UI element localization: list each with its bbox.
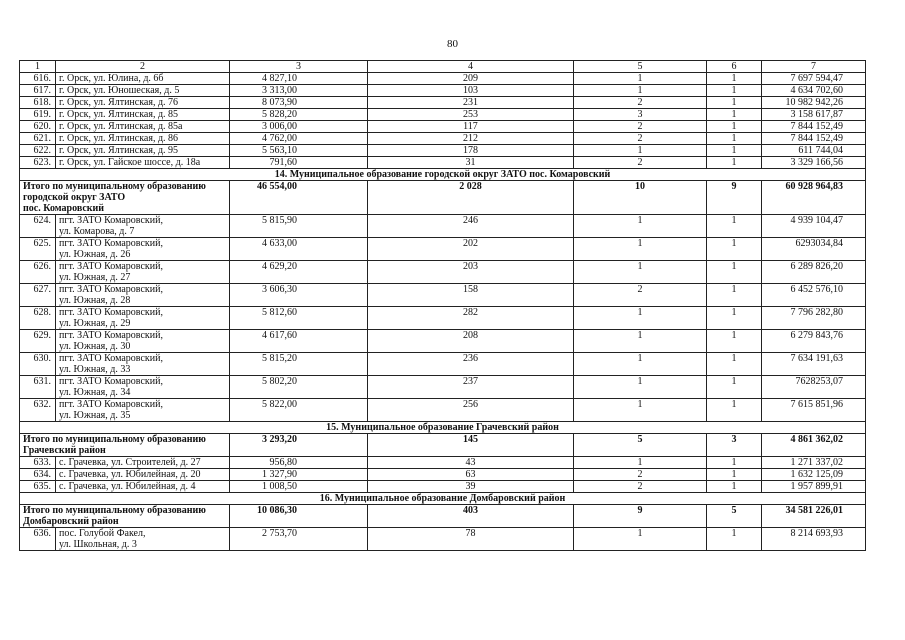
total-label-line: Домбаровский район — [23, 516, 119, 527]
section-header-row — [20, 422, 866, 434]
table-row — [20, 457, 866, 469]
cost-cell: 60 928 964,83 — [762, 181, 866, 215]
table-row — [20, 481, 866, 493]
total-row — [20, 505, 866, 528]
cost-cell: 34 581 226,01 — [762, 505, 866, 528]
cost-cell: 1 632 125,09 — [762, 469, 866, 481]
address-line: г. Орск, ул. Ялтинская, д. 85а — [59, 121, 183, 132]
residents-cell: 43 — [368, 457, 574, 469]
count-cell: 1 — [707, 307, 762, 330]
address-line: пгт. ЗАТО Комаровский, — [59, 261, 163, 272]
residents-cell: 253 — [368, 109, 574, 121]
count-cell: 1 — [707, 261, 762, 284]
total-label-line: Грачевский район — [23, 445, 106, 456]
address-line: пгт. ЗАТО Комаровский, — [59, 284, 163, 295]
address-cell — [56, 238, 230, 261]
total-label — [20, 181, 230, 215]
count-cell: 1 — [574, 353, 707, 376]
cost-cell: 3 158 617,87 — [762, 109, 866, 121]
residents-cell: 63 — [368, 469, 574, 481]
count-cell: 1 — [574, 528, 707, 551]
address-cell — [56, 307, 230, 330]
count-cell: 1 — [707, 284, 762, 307]
row-number: 620. — [20, 121, 56, 133]
table-row — [20, 528, 866, 551]
row-number: 618. — [20, 97, 56, 109]
address-cell — [56, 85, 230, 97]
address-cell — [56, 528, 230, 551]
cost-cell: 611 744,04 — [762, 145, 866, 157]
address-line: ул. Южная, д. 29 — [59, 318, 131, 329]
residents-cell: 158 — [368, 284, 574, 307]
area-cell: 3 313,00 — [230, 85, 368, 97]
area-cell: 5 815,20 — [230, 353, 368, 376]
section-title: 14. Муниципальное образование городской округ ЗАТО пос. Комаровский — [20, 169, 866, 181]
total-row — [20, 434, 866, 457]
count-cell: 3 — [707, 434, 762, 457]
header-cell: 6 — [707, 61, 762, 73]
residents-cell: 117 — [368, 121, 574, 133]
count-cell: 1 — [574, 399, 707, 422]
residents-cell: 208 — [368, 330, 574, 353]
address-cell — [56, 399, 230, 422]
count-cell: 1 — [707, 215, 762, 238]
row-number: 621. — [20, 133, 56, 145]
table-row — [20, 307, 866, 330]
total-label-line: пос. Комаровский — [23, 203, 105, 214]
count-cell: 2 — [574, 157, 707, 169]
table-row — [20, 85, 866, 97]
address-cell — [56, 73, 230, 85]
count-cell: 2 — [574, 97, 707, 109]
address-line: пгт. ЗАТО Комаровский, — [59, 307, 163, 318]
cost-cell: 6 279 843,76 — [762, 330, 866, 353]
row-number: 633. — [20, 457, 56, 469]
cost-cell: 10 982 942,26 — [762, 97, 866, 109]
row-number: 626. — [20, 261, 56, 284]
address-line: пгт. ЗАТО Комаровский, — [59, 399, 163, 410]
address-line: г. Орск, ул. Ялтинская, д. 86 — [59, 133, 179, 144]
count-cell: 2 — [574, 121, 707, 133]
address-cell — [56, 261, 230, 284]
total-label — [20, 434, 230, 457]
residents-cell: 282 — [368, 307, 574, 330]
area-cell: 4 827,10 — [230, 73, 368, 85]
address-cell — [56, 481, 230, 493]
count-cell: 5 — [574, 434, 707, 457]
area-cell: 2 753,70 — [230, 528, 368, 551]
header-cell: 2 — [56, 61, 230, 73]
residents-cell: 236 — [368, 353, 574, 376]
address-line: пос. Голубой Факел, — [59, 528, 146, 539]
total-label-line: Итого по муниципальному образованию — [23, 181, 206, 192]
count-cell: 9 — [574, 505, 707, 528]
row-number: 616. — [20, 73, 56, 85]
table-row — [20, 133, 866, 145]
count-cell: 1 — [707, 457, 762, 469]
address-line: г. Орск, ул. Ялтинская, д. 95 — [59, 145, 179, 156]
address-line: пгт. ЗАТО Комаровский, — [59, 238, 163, 249]
header-cell: 5 — [574, 61, 707, 73]
residents-cell: 39 — [368, 481, 574, 493]
header-cell: 4 — [368, 61, 574, 73]
address-line: ул. Южная, д. 33 — [59, 364, 131, 375]
count-cell: 1 — [707, 73, 762, 85]
count-cell: 1 — [707, 353, 762, 376]
address-cell — [56, 284, 230, 307]
address-line: ул. Южная, д. 34 — [59, 387, 131, 398]
cost-cell: 7 615 851,96 — [762, 399, 866, 422]
count-cell: 1 — [707, 121, 762, 133]
address-line: пгт. ЗАТО Комаровский, — [59, 330, 163, 341]
count-cell: 9 — [707, 181, 762, 215]
table-row — [20, 145, 866, 157]
address-line: ул. Южная, д. 35 — [59, 410, 131, 421]
address-line: г. Орск, ул. Ялтинская, д. 85 — [59, 109, 179, 120]
address-cell — [56, 457, 230, 469]
section-title: 16. Муниципальное образование Домбаровский район — [20, 493, 866, 505]
row-number: 624. — [20, 215, 56, 238]
address-line: ул. Комарова, д. 7 — [59, 226, 135, 237]
cost-cell: 4 634 702,60 — [762, 85, 866, 97]
count-cell: 1 — [707, 376, 762, 399]
residents-cell: 209 — [368, 73, 574, 85]
residents-cell: 202 — [368, 238, 574, 261]
table-row — [20, 73, 866, 85]
table-row — [20, 330, 866, 353]
count-cell: 1 — [707, 238, 762, 261]
cost-cell: 6 452 576,10 — [762, 284, 866, 307]
address-line: ул. Южная, д. 26 — [59, 249, 131, 260]
area-cell: 5 563,10 — [230, 145, 368, 157]
area-cell: 8 073,90 — [230, 97, 368, 109]
count-cell: 1 — [574, 307, 707, 330]
residents-cell: 231 — [368, 97, 574, 109]
cost-cell: 7 634 191,63 — [762, 353, 866, 376]
cost-cell: 1 271 337,02 — [762, 457, 866, 469]
address-line: г. Орск, ул. Юношеская, д. 5 — [59, 85, 180, 96]
cost-cell: 6293034,84 — [762, 238, 866, 261]
cost-cell: 8 214 693,93 — [762, 528, 866, 551]
cost-cell: 7 697 594,47 — [762, 73, 866, 85]
cost-cell: 7 844 152,49 — [762, 121, 866, 133]
table-row — [20, 353, 866, 376]
count-cell: 3 — [574, 109, 707, 121]
address-line: г. Орск, ул. Юлина, д. 6б — [59, 73, 164, 84]
count-cell: 1 — [574, 330, 707, 353]
row-number: 632. — [20, 399, 56, 422]
header-cell: 3 — [230, 61, 368, 73]
count-cell: 1 — [574, 85, 707, 97]
header-cell: 1 — [20, 61, 56, 73]
residents-cell: 78 — [368, 528, 574, 551]
row-number: 631. — [20, 376, 56, 399]
residents-cell: 256 — [368, 399, 574, 422]
area-cell: 10 086,30 — [230, 505, 368, 528]
area-cell: 4 629,20 — [230, 261, 368, 284]
count-cell: 1 — [574, 215, 707, 238]
address-line: г. Орск, ул. Ялтинская, д. 76 — [59, 97, 179, 108]
count-cell: 1 — [574, 261, 707, 284]
residents-cell: 246 — [368, 215, 574, 238]
header-cell: 7 — [762, 61, 866, 73]
table-row — [20, 157, 866, 169]
area-cell: 4 617,60 — [230, 330, 368, 353]
address-line: с. Грачевка, ул. Строителей, д. 27 — [59, 457, 201, 468]
row-number: 622. — [20, 145, 56, 157]
table-row — [20, 97, 866, 109]
address-cell — [56, 469, 230, 481]
cost-cell: 4 861 362,02 — [762, 434, 866, 457]
area-cell: 4 762,00 — [230, 133, 368, 145]
count-cell: 1 — [707, 157, 762, 169]
residents-cell: 145 — [368, 434, 574, 457]
area-cell: 956,80 — [230, 457, 368, 469]
area-cell: 5 812,60 — [230, 307, 368, 330]
table-row — [20, 469, 866, 481]
total-label — [20, 505, 230, 528]
table-row — [20, 399, 866, 422]
apartment-buildings-table — [19, 60, 866, 551]
section-title: 15. Муниципальное образование Грачевский район — [20, 422, 866, 434]
table-row — [20, 261, 866, 284]
table-row — [20, 284, 866, 307]
area-cell: 1 327,90 — [230, 469, 368, 481]
area-cell: 3 006,00 — [230, 121, 368, 133]
area-cell: 5 815,90 — [230, 215, 368, 238]
total-label-line: Итого по муниципальному образованию — [23, 505, 206, 516]
count-cell: 1 — [707, 109, 762, 121]
page-number: 80 — [447, 38, 458, 50]
address-line: пгт. ЗАТО Комаровский, — [59, 215, 163, 226]
address-cell — [56, 97, 230, 109]
area-cell: 46 554,00 — [230, 181, 368, 215]
total-label-line: Итого по муниципальному образованию — [23, 434, 206, 445]
count-cell: 1 — [574, 73, 707, 85]
row-number: 617. — [20, 85, 56, 97]
row-number: 636. — [20, 528, 56, 551]
residents-cell: 237 — [368, 376, 574, 399]
address-cell — [56, 330, 230, 353]
area-cell: 5 828,20 — [230, 109, 368, 121]
count-cell: 2 — [574, 284, 707, 307]
section-header-row — [20, 493, 866, 505]
count-cell: 2 — [574, 481, 707, 493]
address-line: с. Грачевка, ул. Юбилейная, д. 20 — [59, 469, 201, 480]
count-cell: 1 — [574, 238, 707, 261]
row-number: 630. — [20, 353, 56, 376]
count-cell: 1 — [574, 457, 707, 469]
address-cell — [56, 157, 230, 169]
address-cell — [56, 145, 230, 157]
address-line: пгт. ЗАТО Комаровский, — [59, 376, 163, 387]
residents-cell: 178 — [368, 145, 574, 157]
residents-cell: 103 — [368, 85, 574, 97]
cost-cell: 1 957 899,91 — [762, 481, 866, 493]
row-number: 623. — [20, 157, 56, 169]
address-line: пгт. ЗАТО Комаровский, — [59, 353, 163, 364]
count-cell: 1 — [707, 97, 762, 109]
row-number: 619. — [20, 109, 56, 121]
address-line: ул. Школьная, д. 3 — [59, 539, 137, 550]
table-row — [20, 238, 866, 261]
section-header-row — [20, 169, 866, 181]
area-cell: 3 606,30 — [230, 284, 368, 307]
area-cell: 5 802,20 — [230, 376, 368, 399]
area-cell: 791,60 — [230, 157, 368, 169]
area-cell: 4 633,00 — [230, 238, 368, 261]
address-line: ул. Южная, д. 27 — [59, 272, 131, 283]
table-row — [20, 121, 866, 133]
residents-cell: 212 — [368, 133, 574, 145]
column-number-header-row — [20, 61, 866, 73]
residents-cell: 203 — [368, 261, 574, 284]
address-cell — [56, 109, 230, 121]
row-number: 635. — [20, 481, 56, 493]
count-cell: 2 — [574, 469, 707, 481]
count-cell: 1 — [707, 133, 762, 145]
address-cell — [56, 376, 230, 399]
area-cell: 5 822,00 — [230, 399, 368, 422]
address-line: ул. Южная, д. 28 — [59, 295, 131, 306]
row-number: 629. — [20, 330, 56, 353]
area-cell: 3 293,20 — [230, 434, 368, 457]
count-cell: 1 — [707, 399, 762, 422]
count-cell: 1 — [574, 376, 707, 399]
address-cell — [56, 133, 230, 145]
address-line: ул. Южная, д. 30 — [59, 341, 131, 352]
cost-cell: 7 844 152,49 — [762, 133, 866, 145]
table-row — [20, 109, 866, 121]
count-cell: 1 — [707, 330, 762, 353]
count-cell: 1 — [707, 85, 762, 97]
count-cell: 10 — [574, 181, 707, 215]
row-number: 628. — [20, 307, 56, 330]
address-cell — [56, 121, 230, 133]
total-label-line: городской округ ЗАТО — [23, 192, 126, 203]
total-row — [20, 181, 866, 215]
cost-cell: 7 796 282,80 — [762, 307, 866, 330]
table-row — [20, 376, 866, 399]
row-number: 634. — [20, 469, 56, 481]
residents-cell: 31 — [368, 157, 574, 169]
area-cell: 1 008,50 — [230, 481, 368, 493]
cost-cell: 4 939 104,47 — [762, 215, 866, 238]
count-cell: 2 — [574, 133, 707, 145]
count-cell: 1 — [707, 528, 762, 551]
address-cell — [56, 353, 230, 376]
address-line: г. Орск, ул. Гайское шоссе, д. 18а — [59, 157, 201, 168]
count-cell: 5 — [707, 505, 762, 528]
count-cell: 1 — [574, 145, 707, 157]
row-number: 627. — [20, 284, 56, 307]
count-cell: 1 — [707, 481, 762, 493]
cost-cell: 6 289 826,20 — [762, 261, 866, 284]
cost-cell: 3 329 166,56 — [762, 157, 866, 169]
address-cell — [56, 215, 230, 238]
row-number: 625. — [20, 238, 56, 261]
count-cell: 1 — [707, 469, 762, 481]
table-row — [20, 215, 866, 238]
cost-cell: 7628253,07 — [762, 376, 866, 399]
residents-cell: 2 028 — [368, 181, 574, 215]
count-cell: 1 — [707, 145, 762, 157]
address-line: с. Грачевка, ул. Юбилейная, д. 4 — [59, 481, 196, 492]
residents-cell: 403 — [368, 505, 574, 528]
